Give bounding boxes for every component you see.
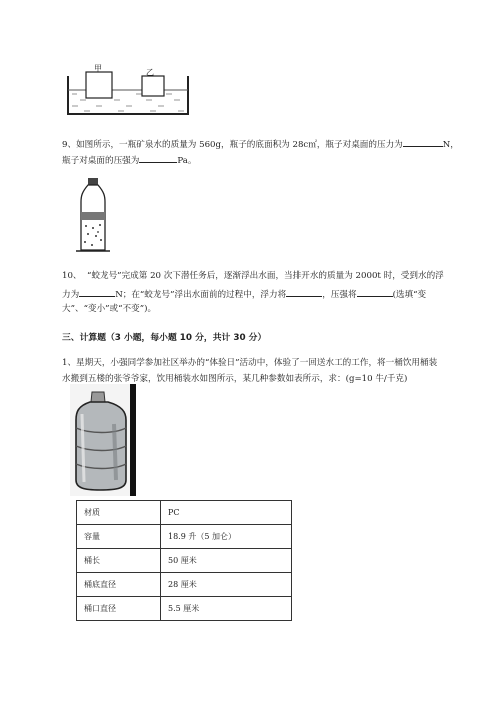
param-key: 桶长: [77, 549, 161, 573]
c1-line1: 1、星期天，小强同学参加社区举办的“体验日”活动中，体验了一回送水工的工作，将一桶饮用桶装: [62, 358, 438, 368]
q10-text-1: “蛟龙号”完成第 20 次下潜任务后，逐渐浮出水面，当排开水的质量为 2000t 时，受到水的浮: [87, 271, 444, 281]
q10-blank-buoyancy-change[interactable]: [286, 286, 322, 297]
q10-text-2c: ，压强将: [322, 290, 357, 300]
params-table: [76, 500, 292, 621]
q9-line2: [62, 152, 196, 168]
q10-text-2d: (选填“变: [392, 290, 427, 300]
tank-figure: [62, 58, 194, 120]
param-key: 容量: [77, 525, 161, 549]
q9-text-b: N，: [442, 140, 459, 150]
q10-blank-buoyancy[interactable]: [79, 286, 115, 297]
param-key: 材质: [77, 501, 161, 525]
q10-line2: [62, 286, 426, 302]
q10-line1: [62, 269, 444, 283]
label-yi: 乙: [146, 68, 154, 77]
param-key: 桶底直径: [77, 573, 161, 597]
table-row: [77, 597, 292, 621]
param-value: PC: [161, 501, 292, 525]
q9-text-a: 如图所示，一瓶矿泉水的质量为 560g，瓶子的底面积为 28c㎡，瓶子对桌面的压力为: [76, 140, 403, 150]
q9-text-c: 瓶子对桌面的压强为: [62, 156, 140, 166]
table-row: [77, 525, 292, 549]
label-jia: 甲: [94, 64, 102, 73]
q10-number: 10、: [62, 271, 82, 281]
bottle-figure: [76, 176, 110, 254]
q9-line1: [62, 136, 459, 152]
q9-blank-pressure[interactable]: [139, 152, 177, 163]
c1-line2: 水搬到五楼的张爷爷家，饮用桶装水如图所示，某几种参数如表所示，求：(g=10 牛/千克): [62, 374, 408, 384]
q10-line3: 大”、“变小”或“不变”)。: [62, 304, 157, 314]
water-jug-image: [70, 384, 136, 496]
table-row: [77, 549, 292, 573]
section-heading: 三、计算题（3 小题，每小题 10 分，共计 30 分）: [62, 333, 267, 343]
param-key: 桶口直径: [77, 597, 161, 621]
q10-blank-pressure-change[interactable]: [357, 286, 393, 297]
q9-text-d: Pa。: [177, 156, 197, 166]
param-value: 28 厘米: [161, 573, 292, 597]
param-value: 18.9 升（5 加仑）: [161, 525, 292, 549]
q9-blank-force[interactable]: [403, 136, 443, 147]
table-row: [77, 501, 292, 525]
q10-text-2b: N；在“蛟龙号”浮出水面前的过程中，浮力将: [115, 290, 287, 300]
param-value: 5.5 厘米: [161, 597, 292, 621]
table-row: [77, 573, 292, 597]
q10-text-2a: 力为: [62, 290, 80, 300]
q9-number: 9、: [62, 140, 77, 150]
param-value: 50 厘米: [161, 549, 292, 573]
